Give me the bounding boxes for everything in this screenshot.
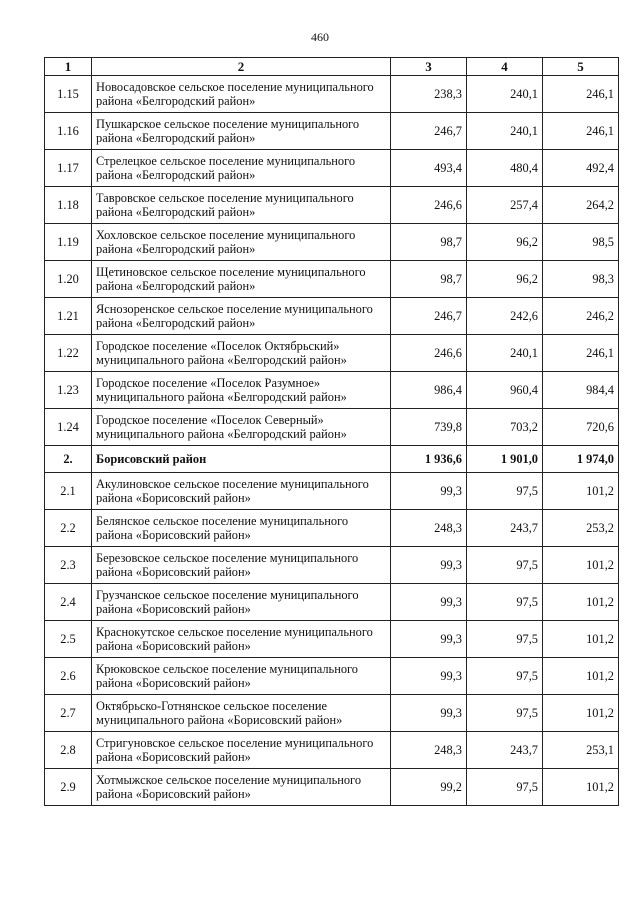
row-value-col-3: 99,3: [391, 658, 467, 695]
table-row: [45, 473, 619, 510]
table-row: [45, 658, 619, 695]
row-value-col-3: 99,2: [391, 769, 467, 806]
row-name: Городское поселение «Поселок Октябрьский» муниципального района «Белгородский район»: [92, 335, 391, 372]
row-number: 2.: [45, 446, 92, 473]
row-name: Стрелецкое сельское поселение муниципального района «Белгородский район»: [92, 150, 391, 187]
row-number: 1.22: [45, 335, 92, 372]
row-name: Октябрьско-Готнянское сельское поселение муниципального района «Борисовский район»: [92, 695, 391, 732]
table-row: [45, 769, 619, 806]
row-value-col-5: 246,1: [543, 113, 619, 150]
row-value-col-4: 97,5: [467, 621, 543, 658]
table-row: [45, 335, 619, 372]
row-value-col-4: 480,4: [467, 150, 543, 187]
header-col-2: 2: [92, 58, 391, 76]
header-col-4: 4: [467, 58, 543, 76]
row-number: 1.20: [45, 261, 92, 298]
row-number: 2.7: [45, 695, 92, 732]
row-value-col-3: 246,7: [391, 113, 467, 150]
row-name: Крюковское сельское поселение муниципального района «Борисовский район»: [92, 658, 391, 695]
row-name: Березовское сельское поселение муниципального района «Борисовский район»: [92, 547, 391, 584]
table-row: [45, 187, 619, 224]
row-value-col-3: 248,3: [391, 510, 467, 547]
row-value-col-3: 248,3: [391, 732, 467, 769]
row-value-col-5: 253,1: [543, 732, 619, 769]
row-value-col-4: 243,7: [467, 510, 543, 547]
row-name: Новосадовское сельское поселение муниципального района «Белгородский район»: [92, 76, 391, 113]
row-value-col-3: 99,3: [391, 695, 467, 732]
row-number: 1.21: [45, 298, 92, 335]
row-name: Краснокутское сельское поселение муниципального района «Борисовский район»: [92, 621, 391, 658]
row-value-col-3: 99,3: [391, 584, 467, 621]
row-name: Пушкарское сельское поселение муниципального района «Белгородский район»: [92, 113, 391, 150]
row-number: 2.4: [45, 584, 92, 621]
table-row: [45, 372, 619, 409]
table-row: [45, 510, 619, 547]
row-value-col-3: 99,3: [391, 473, 467, 510]
row-value-col-5: 101,2: [543, 547, 619, 584]
row-value-col-3: 739,8: [391, 409, 467, 446]
table-row: [45, 76, 619, 113]
header-col-1: 1: [45, 58, 92, 76]
row-value-col-3: 493,4: [391, 150, 467, 187]
row-number: 1.15: [45, 76, 92, 113]
row-name: Грузчанское сельское поселение муниципального района «Борисовский район»: [92, 584, 391, 621]
row-value-col-4: 960,4: [467, 372, 543, 409]
row-value-col-3: 246,7: [391, 298, 467, 335]
row-value-col-4: 97,5: [467, 547, 543, 584]
row-value-col-3: 238,3: [391, 76, 467, 113]
row-name: Стригуновское сельское поселение муниципального района «Борисовский район»: [92, 732, 391, 769]
row-number: 1.23: [45, 372, 92, 409]
row-name: Хохловское сельское поселение муниципального района «Белгородский район»: [92, 224, 391, 261]
row-number: 1.17: [45, 150, 92, 187]
group-row: [45, 446, 619, 473]
row-value-col-5: 984,4: [543, 372, 619, 409]
row-value-col-5: 246,1: [543, 335, 619, 372]
row-value-col-5: 101,2: [543, 769, 619, 806]
row-number: 1.24: [45, 409, 92, 446]
row-value-col-4: 97,5: [467, 695, 543, 732]
row-value-col-5: 98,5: [543, 224, 619, 261]
budget-table: [44, 57, 619, 806]
row-value-col-5: 101,2: [543, 695, 619, 732]
row-value-col-5: 246,1: [543, 76, 619, 113]
row-name: Борисовский район: [92, 446, 391, 473]
row-value-col-4: 97,5: [467, 473, 543, 510]
row-value-col-4: 97,5: [467, 769, 543, 806]
row-value-col-4: 703,2: [467, 409, 543, 446]
row-name: Белянское сельское поселение муниципального района «Борисовский район»: [92, 510, 391, 547]
table-row: [45, 584, 619, 621]
row-value-col-4: 242,6: [467, 298, 543, 335]
row-value-col-3: 99,3: [391, 621, 467, 658]
row-number: 2.3: [45, 547, 92, 584]
row-value-col-4: 243,7: [467, 732, 543, 769]
table-row: [45, 150, 619, 187]
row-value-col-4: 240,1: [467, 76, 543, 113]
row-number: 2.2: [45, 510, 92, 547]
row-number: 2.9: [45, 769, 92, 806]
row-value-col-4: 97,5: [467, 584, 543, 621]
header-row: [45, 58, 619, 76]
table-row: [45, 695, 619, 732]
row-value-col-5: 101,2: [543, 473, 619, 510]
row-name: Яснозоренское сельское поселение муниципального района «Белгородский район»: [92, 298, 391, 335]
row-value-col-5: 253,2: [543, 510, 619, 547]
row-value-col-5: 1 974,0: [543, 446, 619, 473]
row-value-col-3: 986,4: [391, 372, 467, 409]
row-value-col-5: 246,2: [543, 298, 619, 335]
row-value-col-3: 98,7: [391, 224, 467, 261]
table-body: [45, 76, 619, 806]
row-value-col-5: 101,2: [543, 658, 619, 695]
page-number: 460: [311, 30, 329, 44]
header-col-3: 3: [391, 58, 467, 76]
row-number: 1.16: [45, 113, 92, 150]
table-row: [45, 621, 619, 658]
row-value-col-5: 492,4: [543, 150, 619, 187]
table-row: [45, 732, 619, 769]
row-value-col-3: 246,6: [391, 187, 467, 224]
header-col-5: 5: [543, 58, 619, 76]
table-row: [45, 261, 619, 298]
row-number: 2.6: [45, 658, 92, 695]
table-row: [45, 547, 619, 584]
row-value-col-4: 97,5: [467, 658, 543, 695]
row-name: Акулиновское сельское поселение муниципального района «Борисовский район»: [92, 473, 391, 510]
row-value-col-4: 96,2: [467, 224, 543, 261]
row-number: 2.8: [45, 732, 92, 769]
row-value-col-4: 96,2: [467, 261, 543, 298]
row-value-col-4: 240,1: [467, 113, 543, 150]
table-row: [45, 224, 619, 261]
row-name: Хотмыжское сельское поселение муниципального района «Борисовский район»: [92, 769, 391, 806]
row-name: Тавровское сельское поселение муниципального района «Белгородский район»: [92, 187, 391, 224]
table-row: [45, 409, 619, 446]
row-value-col-4: 240,1: [467, 335, 543, 372]
row-value-col-3: 1 936,6: [391, 446, 467, 473]
row-value-col-5: 264,2: [543, 187, 619, 224]
row-name: Городское поселение «Поселок Северный» муниципального района «Белгородский район»: [92, 409, 391, 446]
row-value-col-5: 720,6: [543, 409, 619, 446]
table-row: [45, 113, 619, 150]
row-value-col-3: 99,3: [391, 547, 467, 584]
table-row: [45, 298, 619, 335]
row-value-col-3: 246,6: [391, 335, 467, 372]
row-name: Городское поселение «Поселок Разумное» муниципального района «Белгородский район»: [92, 372, 391, 409]
row-value-col-4: 257,4: [467, 187, 543, 224]
row-number: 1.19: [45, 224, 92, 261]
row-value-col-5: 101,2: [543, 621, 619, 658]
row-number: 2.1: [45, 473, 92, 510]
row-name: Щетиновское сельское поселение муниципального района «Белгородский район»: [92, 261, 391, 298]
row-value-col-3: 98,7: [391, 261, 467, 298]
row-value-col-4: 1 901,0: [467, 446, 543, 473]
row-value-col-5: 101,2: [543, 584, 619, 621]
row-number: 1.18: [45, 187, 92, 224]
row-number: 2.5: [45, 621, 92, 658]
row-value-col-5: 98,3: [543, 261, 619, 298]
